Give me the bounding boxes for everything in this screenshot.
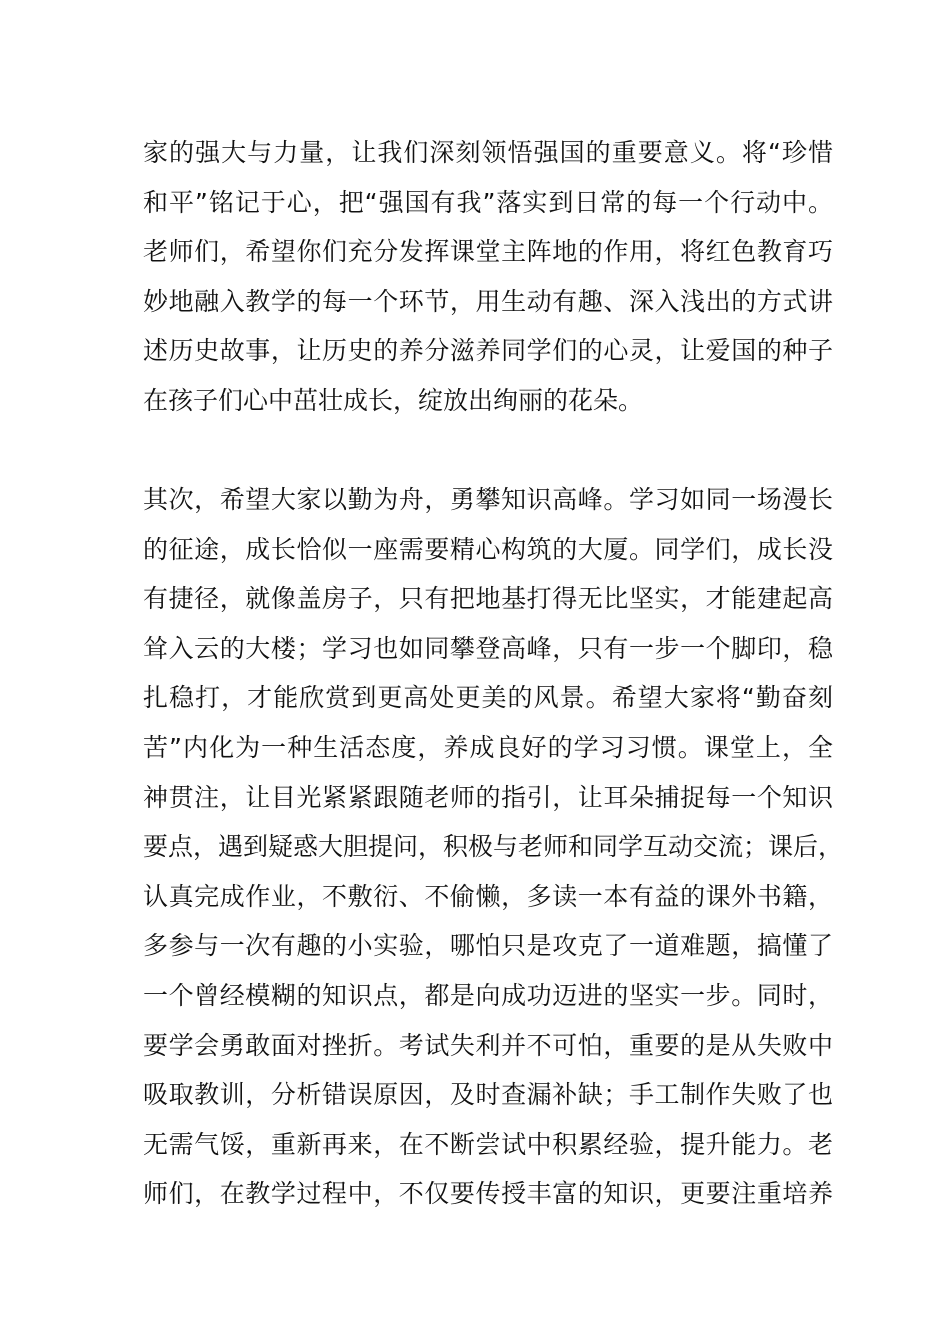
- text-line: 苦”内化为一种生活态度，养成良好的学习习惯。课堂上，全: [143, 732, 833, 762]
- text-line: 师们，在教学过程中，不仅要传授丰富的知识，更要注重培养: [143, 1179, 833, 1209]
- text-line: 多参与一次有趣的小实验，哪怕只是攻克了一道难题，搞懂了: [143, 931, 833, 961]
- text-line: 耸入云的大楼；学习也如同攀登高峰，只有一步一个脚印，稳: [143, 633, 833, 663]
- text-line: 在孩子们心中茁壮成长，绽放出绚丽的花朵。: [143, 385, 644, 415]
- text-line: 认真完成作业，不敷衍、不偷懒，多读一本有益的课外书籍，: [143, 881, 833, 911]
- text-line: 无需气馁，重新再来，在不断尝试中积累经验，提升能力。老: [143, 1129, 833, 1159]
- text-line: 有捷径，就像盖房子，只有把地基打得无比坚实，才能建起高: [143, 584, 833, 614]
- text-line: 要学会勇敢面对挫折。考试失利并不可怕，重要的是从失败中: [143, 1030, 833, 1060]
- text-line: 要点，遇到疑惑大胆提问，积极与老师和同学互动交流；课后，: [143, 832, 844, 862]
- text-line: 其次，希望大家以勤为舟，勇攀知识高峰。学习如同一场漫长: [143, 485, 833, 514]
- text-line: 述历史故事，让历史的养分滋养同学们的心灵，让爱国的种子: [143, 336, 833, 366]
- text-line: 妙地融入教学的每一个环节，用生动有趣、深入浅出的方式讲: [143, 286, 833, 316]
- paragraph-diligent-learning: [143, 475, 844, 1219]
- text-line: 老师们，希望你们充分发挥课堂主阵地的作用，将红色教育巧: [143, 237, 833, 267]
- text-line: 神贯注，让目光紧紧跟随老师的指引，让耳朵捕捉每一个知识: [143, 782, 833, 812]
- text-line: 一个曾经模糊的知识点，都是向成功迈进的坚实一步。同时，: [143, 980, 833, 1010]
- text-line: 吸取教训，分析错误原因，及时查漏补缺；手工制作失败了也: [143, 1080, 833, 1110]
- text-line: 的征途，成长恰似一座需要精心构筑的大厦。同学们，成长没: [143, 534, 833, 564]
- text-line: 家的强大与力量，让我们深刻领悟强国的重要意义。将“珍惜: [143, 138, 833, 167]
- text-line: 和平”铭记于心，把“强国有我”落实到日常的每一个行动中。: [143, 187, 833, 217]
- paragraph-patriotic-education: [143, 128, 833, 426]
- text-line: 扎稳打，才能欣赏到更高处更美的风景。希望大家将“勤奋刻: [143, 683, 833, 713]
